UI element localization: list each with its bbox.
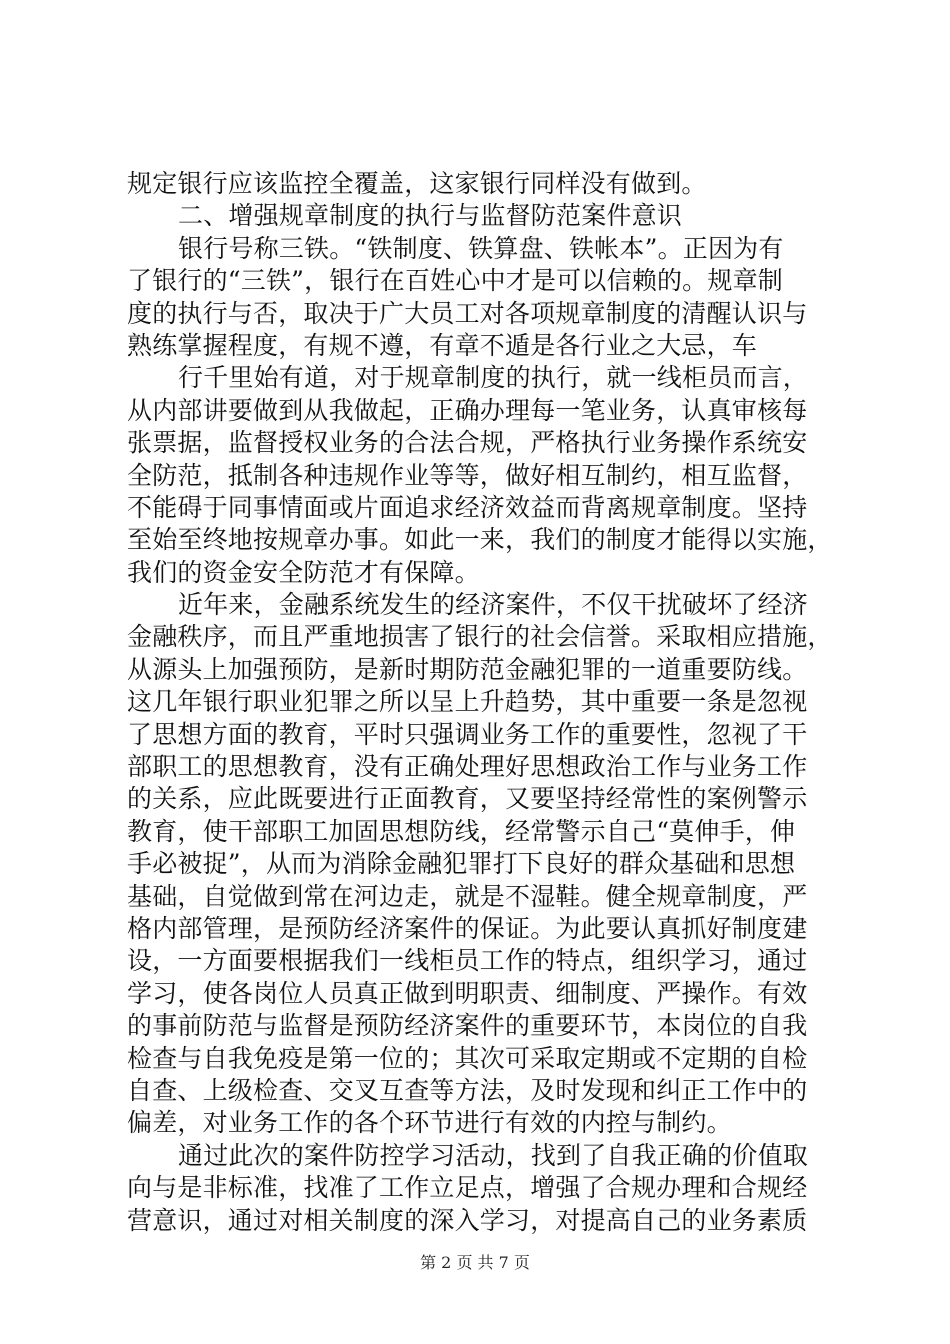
text-line: 自查、上级检查、交叉互查等方法，及时发现和纠正工作中的 [127,1075,808,1105]
text-line: 银行号称三铁。“铁制度、铁算盘、铁帐本”。正因为有 [178,233,784,263]
text-line: 从源头上加强预防，是新时期防范金融犯罪的一道重要防线。 [127,654,808,684]
text-line: 行千里始有道，对于规章制度的执行，就一线柜员而言， [178,363,809,393]
text-line: 全防范，抵制各种违规作业等等，做好相互制约，相互监督， [127,460,808,490]
text-line: 我们的资金安全防范才有保障。 [127,557,480,587]
text-line: 金融秩序，而且严重地损害了银行的社会信誉。采取相应措施， [127,622,833,652]
text-line: 度的执行与否，取决于广大员工对各项规章制度的清醒认识与 [127,298,808,328]
text-line: 手必被捉”，从而为消除金融犯罪打下良好的群众基础和思想 [127,849,796,879]
text-line: 熟练掌握程度，有规不遵，有章不遁是各行业之大忌，车 [127,330,758,360]
text-line: 偏差，对业务工作的各个环节进行有效的内控与制约。 [127,1108,732,1138]
text-line: 二、增强规章制度的执行与监督防范案件意识 [178,201,683,231]
text-line: 营意识，通过对相关制度的深入学习，对提高自己的业务素质 [127,1205,808,1235]
text-line: 部职工的思想教育，没有正确处理好思想政治工作与业务工作 [127,752,808,782]
text-line: 近年来，金融系统发生的经济案件，不仅干扰破坏了经济 [178,590,809,620]
text-line: 学习，使各岗位人员真正做到明职责、细制度、严操作。有效 [127,978,808,1008]
text-line: 向与是非标准，找准了工作立足点，增强了合规办理和合规经 [127,1173,808,1203]
text-line: 了思想方面的教育，平时只强调业务工作的重要性，忽视了干 [127,719,808,749]
text-line: 设，一方面要根据我们一线柜员工作的特点，组织学习，通过 [127,946,808,976]
text-line: 这几年银行职业犯罪之所以呈上升趋势，其中重要一条是忽视 [127,687,808,717]
text-line: 检查与自我免疫是第一位的；其次可采取定期或不定期的自检 [127,1043,808,1073]
page-number-footer: 第 2 页 共 7 页 [420,1253,530,1272]
text-line: 至始至终地按规章办事。如此一来，我们的制度才能得以实施， [127,525,833,555]
text-line: 的关系，应此既要进行正面教育，又要坚持经常性的案例警示 [127,784,808,814]
text-line: 从内部讲要做到从我做起，正确办理每一笔业务，认真审核每 [127,395,808,425]
text-line: 规定银行应该监控全覆盖，这家银行同样没有做到。 [127,169,707,198]
text-line: 格内部管理，是预防经济案件的保证。为此要认真抓好制度建 [127,913,808,943]
text-line: 不能碍于同事情面或片面追求经济效益而背离规章制度。坚持 [127,492,808,522]
text-line: 了银行的“三铁”，银行在百姓心中才是可以信赖的。规章制 [127,266,783,296]
document-body [127,168,833,1237]
text-line: 基础，自觉做到常在河边走，就是不湿鞋。健全规章制度，严 [127,881,808,911]
text-line: 通过此次的案件防控学习活动，找到了自我正确的价值取 [178,1140,809,1170]
text-line: 的事前防范与监督是预防经济案件的重要环节，本岗位的自我 [127,1011,808,1041]
text-line: 张票据，监督授权业务的合法合规，严格执行业务操作系统安 [127,428,808,458]
text-line: 教育，使干部职工加固思想防线，经常警示自己“莫伸手，伸 [127,816,796,846]
